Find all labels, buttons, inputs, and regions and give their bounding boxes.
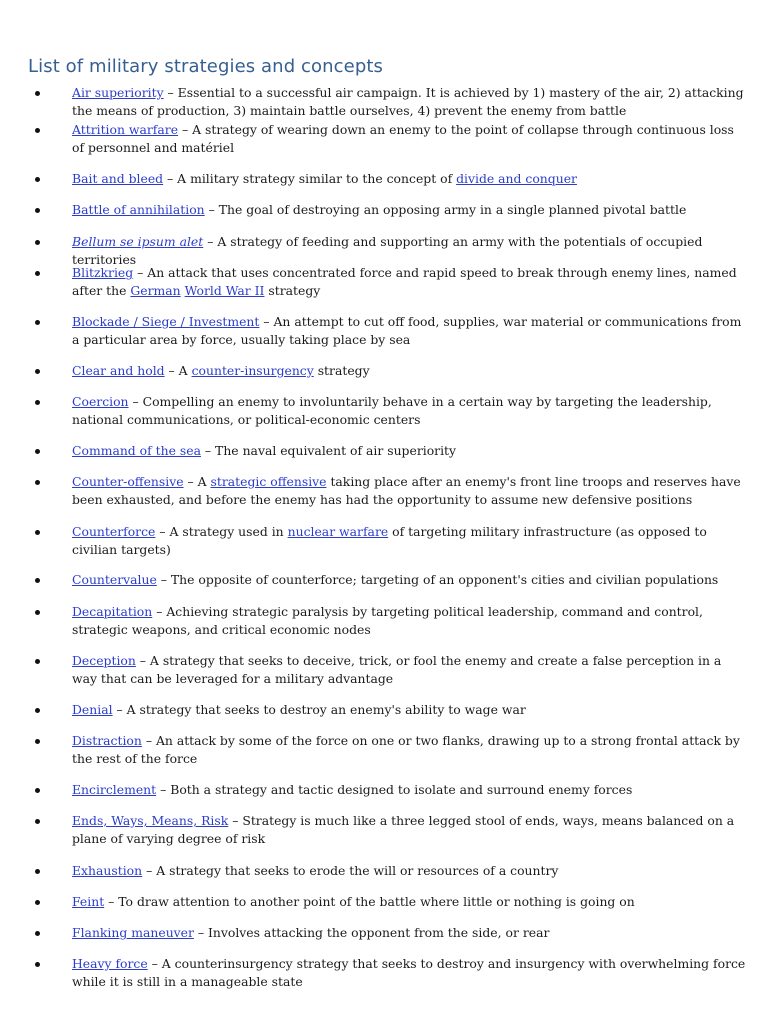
list-item	[72, 781, 746, 799]
item-description: taking place after an enemy's front line troops and reserves have been exhausted, and before the enemy has had the opportunity to assume new defensive positions	[72, 474, 741, 507]
item-description: – An attack that uses concentrated force and rapid speed to break through enemy lines, named after the	[72, 265, 737, 298]
item-description: – Compelling an enemy to involuntarily behave in a certain way by targeting the leadership, national communications, or political-economic centers	[72, 394, 712, 427]
list-item	[72, 652, 746, 688]
term-link[interactable]: Bellum se ipsum alet	[72, 234, 204, 249]
list-item	[72, 523, 746, 559]
term-link[interactable]: Decapitation	[72, 604, 153, 619]
term-link[interactable]: counter-insurgency	[191, 363, 314, 378]
item-description: of targeting military infrastructure (as opposed to civilian targets)	[72, 524, 707, 557]
list-item	[72, 603, 746, 639]
term-link[interactable]: Heavy force	[72, 956, 148, 971]
item-description: – A military strategy similar to the concept of	[163, 171, 457, 186]
list-item	[72, 170, 746, 188]
list-item	[72, 362, 746, 380]
item-description: – A strategy that seeks to deceive, trick, or fool the enemy and create a false perception in a way that can be leveraged for a military advantage	[72, 653, 722, 686]
item-description: – A	[164, 363, 192, 378]
list-item	[72, 571, 746, 589]
list-item	[72, 701, 746, 719]
list-item	[72, 473, 746, 509]
item-description: – The goal of destroying an opposing army in a single planned pivotal battle	[204, 202, 687, 217]
item-description: strategy	[264, 283, 321, 298]
term-link[interactable]: Coercion	[72, 394, 129, 409]
term-link[interactable]: Distraction	[72, 733, 142, 748]
item-description: – A counterinsurgency strategy that seeks to destroy and insurgency with overwhelming force while it is still in a manageable state	[72, 956, 746, 989]
list-item	[72, 862, 746, 880]
term-link[interactable]: nuclear warfare	[287, 524, 389, 539]
list-item	[72, 924, 746, 942]
item-description: – Essential to a successful air campaign. It is achieved by 1) mastery of the air, 2) attacking the means of production, 3) maintain battle ourselves, 4) prevent the enemy from battle	[72, 85, 744, 118]
term-link[interactable]: Exhaustion	[72, 863, 143, 878]
item-description: – Both a strategy and tactic designed to isolate and surround enemy forces	[156, 782, 633, 797]
term-link[interactable]: Encirclement	[72, 782, 157, 797]
term-link[interactable]: Counter-offensive	[72, 474, 184, 489]
item-description: – The naval equivalent of air superiority	[200, 443, 457, 458]
term-link[interactable]: strategic offensive	[210, 474, 327, 489]
term-link[interactable]: divide and conquer	[456, 171, 577, 186]
item-description: – Involves attacking the opponent from the side, or rear	[193, 925, 550, 940]
item-description: – The opposite of counterforce; targeting of an opponent's cities and civilian populations	[156, 572, 719, 587]
item-description: – A strategy that seeks to erode the will or resources of a country	[142, 863, 559, 878]
list-item	[72, 893, 746, 911]
item-description: – Strategy is much like a three legged stool of ends, ways, means balanced on a plane of varying degree of risk	[72, 813, 735, 846]
page-title: List of military strategies and concepts	[28, 56, 383, 77]
list-item	[72, 812, 746, 848]
list-item	[72, 393, 746, 429]
item-description: – A strategy that seeks to destroy an enemy's ability to wage war	[112, 702, 526, 717]
list-item	[72, 201, 746, 219]
term-link[interactable]: Battle of annihilation	[72, 202, 205, 217]
list-item	[72, 121, 746, 157]
term-link[interactable]: Counterforce	[72, 524, 156, 539]
item-description: – Achieving strategic paralysis by targeting political leadership, command and control, strategic weapons, and critical economic nodes	[72, 604, 703, 637]
item-description: – A strategy of feeding and supporting an army with the potentials of occupied territories	[72, 234, 703, 267]
list-item	[72, 442, 746, 460]
list-item	[72, 732, 746, 768]
item-description: – An attempt to cut off food, supplies, war material or communications from a particular area by force, usually taking place by sea	[72, 314, 742, 347]
item-description: – A strategy of wearing down an enemy to the point of collapse through continuous loss of personnel and matériel	[72, 122, 734, 155]
term-link[interactable]: Denial	[72, 702, 113, 717]
term-link[interactable]: Attrition warfare	[72, 122, 179, 137]
list-item	[72, 84, 746, 120]
item-description: – An attack by some of the force on one or two flanks, drawing up to a strong frontal attack by the rest of the force	[72, 733, 740, 766]
term-link[interactable]: Air superiority	[72, 85, 164, 100]
term-link[interactable]: Command of the sea	[72, 443, 201, 458]
term-link[interactable]: Flanking maneuver	[72, 925, 194, 940]
item-description: strategy	[313, 363, 370, 378]
item-description: – A strategy used in	[155, 524, 288, 539]
term-link[interactable]: World War II	[184, 283, 265, 298]
term-link[interactable]: Blockade / Siege / Investment	[72, 314, 260, 329]
list-item	[72, 264, 746, 300]
term-link[interactable]: Clear and hold	[72, 363, 165, 378]
term-link[interactable]: German	[130, 283, 181, 298]
list-item	[72, 955, 746, 991]
term-link[interactable]: Blitzkrieg	[72, 265, 134, 280]
list-item	[72, 313, 746, 349]
term-link[interactable]: Feint	[72, 894, 105, 909]
term-link[interactable]: Countervalue	[72, 572, 157, 587]
term-link[interactable]: Deception	[72, 653, 136, 668]
term-link[interactable]: Bait and bleed	[72, 171, 164, 186]
item-description: – A	[183, 474, 211, 489]
term-link[interactable]: Ends, Ways, Means, Risk	[72, 813, 229, 828]
item-description: – To draw attention to another point of the battle where little or nothing is going on	[104, 894, 635, 909]
